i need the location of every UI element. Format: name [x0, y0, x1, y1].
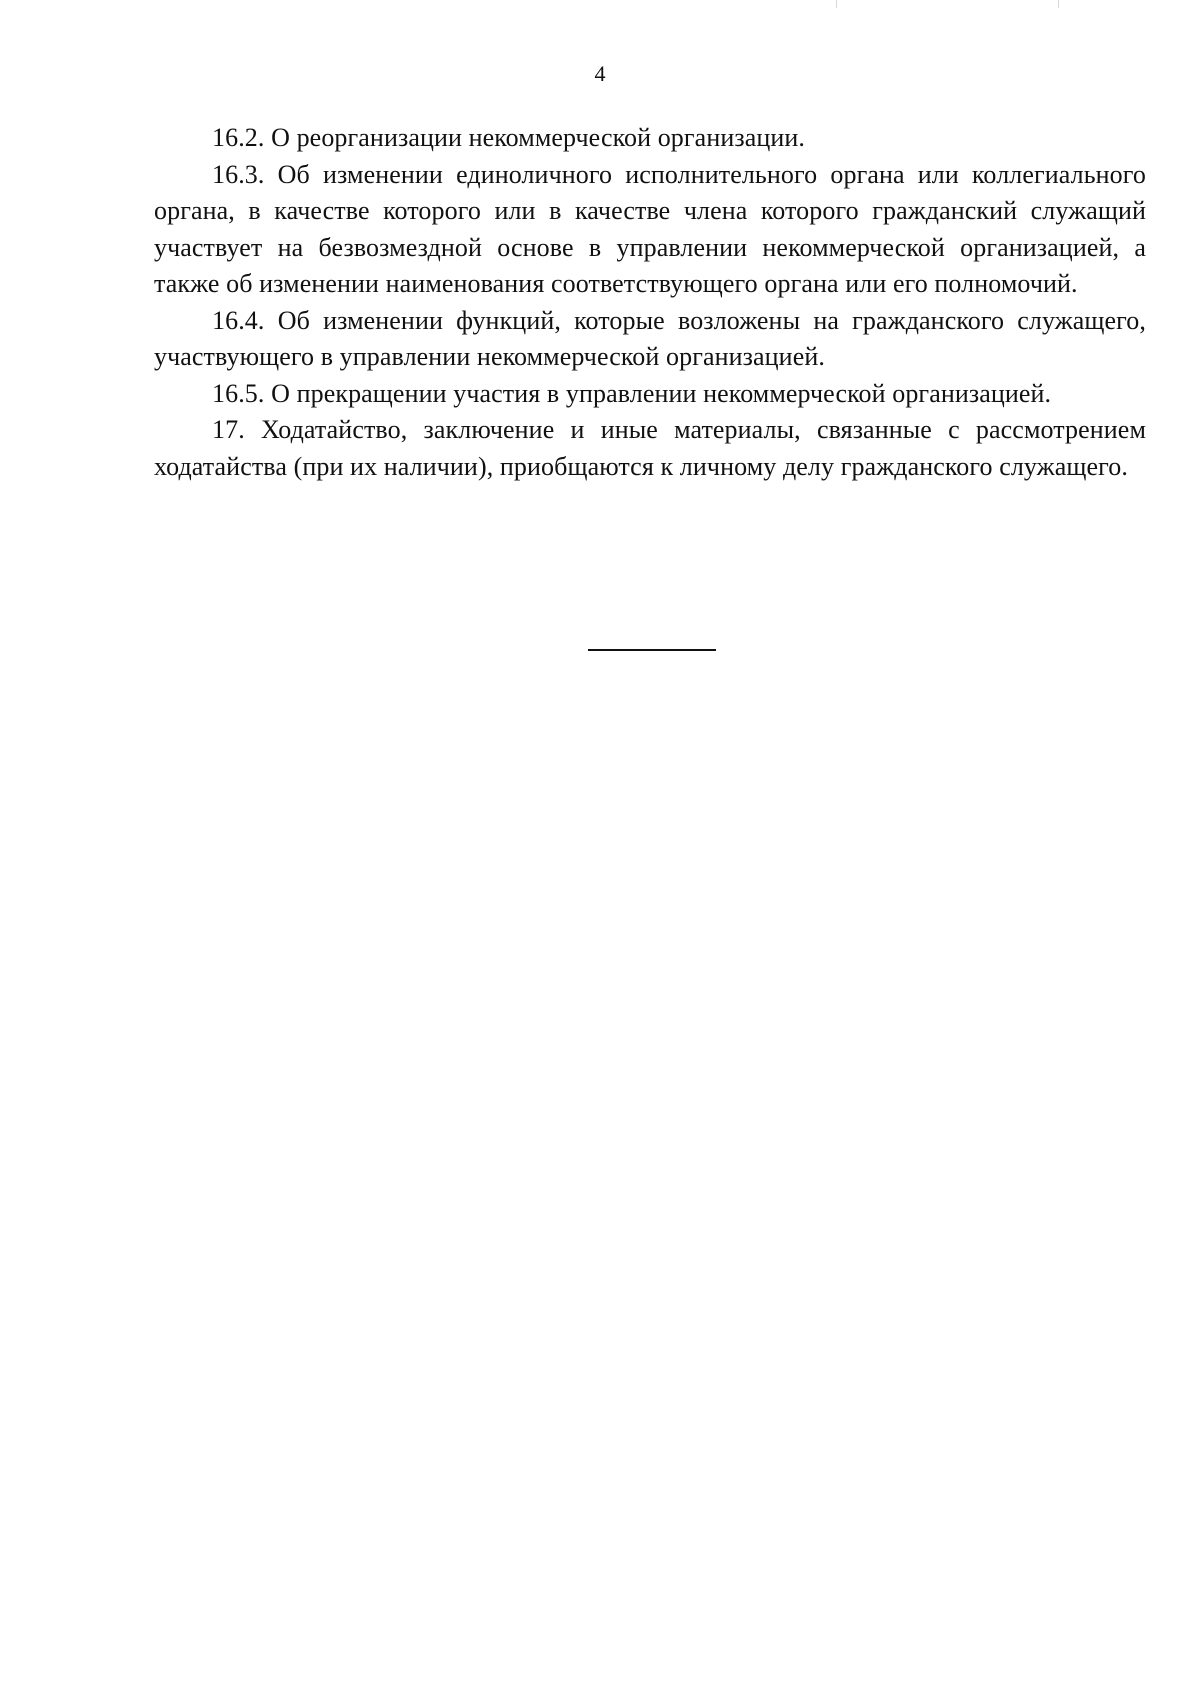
paragraph-text: Ходатайство, заключение и иные материалы, связанные с рассмотрением ходатайства (при их наличии), приобщаются к личному делу гражданского служащего.: [154, 415, 1147, 481]
paragraph-16-4: [154, 303, 1146, 376]
end-of-document-rule: [588, 649, 716, 651]
paragraph-16-2: [154, 120, 1146, 157]
paragraph-number: 16.4.: [212, 305, 265, 335]
page-number: 4: [594, 61, 606, 86]
scan-edge-mark-top-right: [1058, 0, 1059, 8]
paragraph-text: Об изменении единоличного исполнительного органа или коллегиального органа, в качестве которого или в качестве члена которого гражданский служащий участвует на безвозмездной основе в управлении некоммерческой организацией, а также об изменении наименования соответствующего органа или его полномочий.: [154, 159, 1146, 298]
paragraph-number: 16.3.: [212, 159, 265, 189]
scan-edge-mark-top: [836, 0, 837, 8]
paragraph-number: 16.2.: [212, 123, 265, 152]
paragraph-16-5: [154, 376, 1146, 413]
paragraph-17: [154, 412, 1146, 485]
paragraph-text: О прекращении участия в управлении некоммерческой организацией.: [271, 378, 1052, 408]
paragraph-text: Об изменении функций, которые возложены на гражданского служащего, участвующего в управлении некоммерческой организацией.: [154, 305, 1146, 371]
paragraph-16-3: [154, 157, 1146, 303]
paragraph-text: О реорганизации некоммерческой организации.: [271, 123, 805, 152]
paragraph-number: 17.: [212, 415, 245, 444]
document-body: [154, 120, 1146, 485]
paragraph-number: 16.5.: [212, 378, 265, 408]
